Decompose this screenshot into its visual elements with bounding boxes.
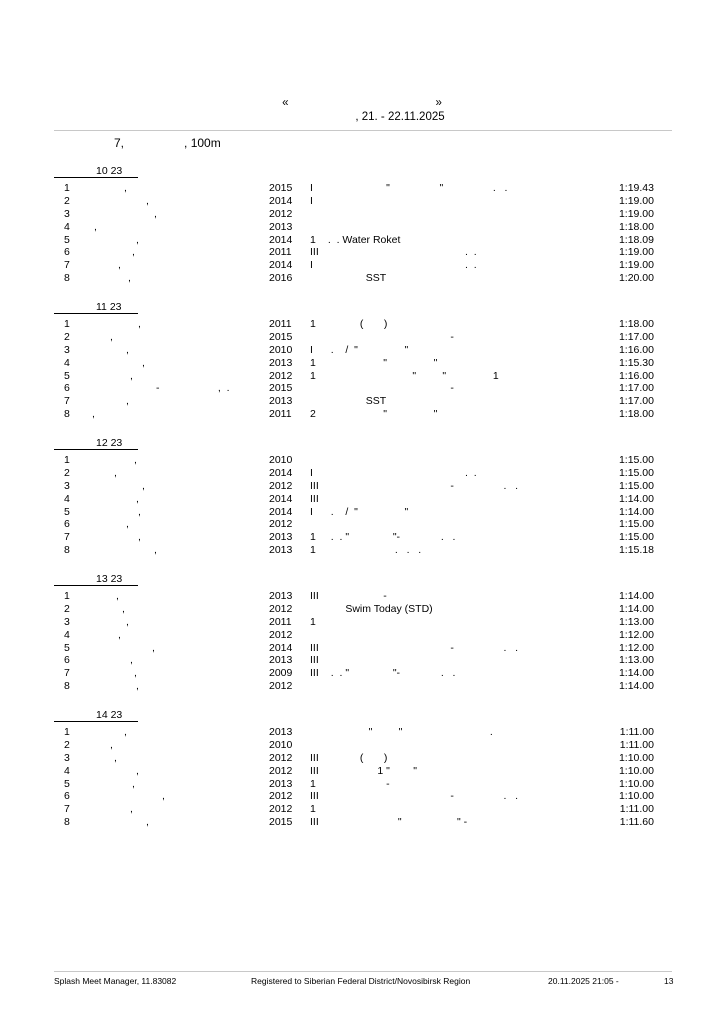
entry-time: 1:14.00 [618, 492, 654, 505]
heat-section [54, 301, 674, 421]
heat-underline [54, 721, 138, 722]
athlete-name: , [152, 641, 155, 654]
table-row [54, 531, 674, 544]
birth-year: 2011 [269, 318, 292, 330]
table-row [54, 493, 674, 506]
athlete-name: , [162, 790, 165, 803]
club-name: - [322, 330, 454, 343]
place-number: 2 [64, 194, 70, 207]
club-name: - [322, 382, 454, 395]
place-number: 6 [64, 790, 70, 803]
place-number: 8 [64, 680, 70, 693]
birth-year: 2011 [269, 615, 292, 628]
place-number: 5 [64, 233, 70, 246]
entry-time: 1:11.60 [619, 816, 654, 829]
birth-year: 2015 [269, 182, 293, 194]
birth-year: 2013 [269, 220, 293, 233]
sport-rank: I [310, 343, 313, 356]
table-row [54, 357, 674, 370]
athlete-name: , [118, 259, 121, 272]
entry-time: 1:14.00 [618, 505, 654, 518]
athlete-name: , [126, 615, 129, 628]
birth-year: 2014 [269, 466, 293, 479]
athlete-name: , [132, 777, 135, 790]
sport-rank: I [310, 182, 313, 194]
entry-time: 1:10.00 [618, 751, 654, 764]
athlete-name: , [126, 518, 129, 531]
athlete-name: , [134, 667, 137, 680]
place-number: 2 [64, 466, 70, 479]
athlete-name: , [154, 207, 157, 220]
club-name: . / " " [322, 343, 409, 356]
club-name: - . . [322, 790, 519, 803]
athlete-name: , [118, 628, 121, 641]
table-row [54, 234, 674, 247]
place-number: 4 [64, 764, 70, 777]
table-row [54, 272, 674, 285]
table-row [54, 726, 674, 739]
athlete-name: , [130, 803, 133, 816]
athlete-name: , [138, 531, 141, 544]
birth-year: 2015 [269, 330, 293, 343]
birth-year: 2013 [269, 654, 293, 667]
club-name: . . Water Roket [322, 233, 401, 246]
entry-time: 1:18.00 [618, 408, 654, 421]
birth-year: 2012 [269, 207, 293, 220]
footer-timestamp: 20.11.2025 21:05 - [548, 976, 619, 986]
athlete-name: , [114, 751, 117, 764]
entry-time: 1:19.00 [618, 259, 654, 272]
athlete-name: , [146, 194, 149, 207]
birth-year: 2016 [269, 272, 293, 285]
entry-time: 1:13.00 [618, 654, 654, 667]
table-row [54, 382, 674, 395]
sport-rank: III [310, 641, 319, 654]
entry-time: 1:16.00 [618, 369, 654, 382]
entry-time: 1:10.00 [618, 777, 654, 790]
entry-time: 1:12.00 [618, 628, 654, 641]
meet-title: « » [282, 97, 442, 109]
entry-time: 1:15.00 [618, 466, 654, 479]
entry-time: 1:14.00 [618, 667, 654, 680]
athlete-name: , [116, 590, 119, 602]
table-row [54, 778, 674, 791]
athlete-name: , [124, 726, 127, 738]
birth-year: 2013 [269, 726, 293, 738]
club-name: SST [322, 395, 387, 408]
place-number: 2 [64, 330, 70, 343]
club-name: Swim Today (STD) [322, 602, 433, 615]
club-name: " " . . [322, 182, 508, 194]
entry-time: 1:10.00 [618, 764, 654, 777]
sport-rank: III [310, 654, 319, 667]
table-row [54, 246, 674, 259]
birth-year: 2011 [269, 408, 292, 421]
entry-time: 1:12.00 [618, 641, 654, 654]
sport-rank: III [310, 492, 319, 505]
table-row [54, 480, 674, 493]
sport-rank: III [310, 764, 319, 777]
birth-year: 2012 [269, 803, 293, 816]
entry-time: 1:14.00 [618, 590, 654, 602]
place-number: 5 [64, 505, 70, 518]
table-row [54, 629, 674, 642]
heat-header [54, 437, 674, 451]
place-number: 5 [64, 777, 70, 790]
place-number: 6 [64, 654, 70, 667]
birth-year: 2013 [269, 777, 293, 790]
club-name: . . [322, 246, 477, 259]
athlete-name: , [126, 343, 129, 356]
sport-rank: I [310, 505, 313, 518]
place-number: 2 [64, 738, 70, 751]
sport-rank: III [310, 790, 319, 803]
place-number: 4 [64, 628, 70, 641]
athlete-name: , [134, 454, 137, 466]
heat-label: 10 23 [96, 165, 123, 177]
entry-time: 1:15.30 [618, 356, 654, 369]
table-row [54, 221, 674, 234]
club-name: . . " "- . . [322, 667, 456, 680]
table-row [54, 195, 674, 208]
birth-year: 2009 [269, 667, 293, 680]
entry-time: 1:20.00 [618, 272, 654, 285]
club-name: " " - [322, 816, 468, 829]
birth-year: 2013 [269, 356, 293, 369]
heat-underline [54, 449, 138, 450]
sport-rank: III [310, 816, 319, 829]
club-name: ( ) [322, 318, 388, 330]
table-row [54, 182, 674, 195]
entry-time: 1:19.43 [618, 182, 654, 194]
entry-time: 1:17.00 [618, 330, 654, 343]
sport-rank: III [310, 246, 319, 259]
sport-rank: I [310, 194, 313, 207]
athlete-name: , [154, 544, 157, 557]
club-name: . . [322, 259, 477, 272]
heat-label: 14 23 [96, 709, 123, 721]
table-row [54, 642, 674, 655]
table-row [54, 616, 674, 629]
birth-year: 2014 [269, 641, 293, 654]
club-name: - . . [322, 641, 519, 654]
club-name: . . . [322, 544, 422, 557]
entry-time: 1:15.00 [618, 479, 654, 492]
birth-year: 2014 [269, 194, 293, 207]
birth-year: 2012 [269, 602, 293, 615]
birth-year: 2013 [269, 590, 293, 602]
birth-year: 2012 [269, 764, 293, 777]
place-number: 1 [64, 726, 70, 738]
heat-underline [54, 585, 138, 586]
heat-underline [54, 177, 138, 178]
birth-year: 2013 [269, 531, 293, 544]
heat-section [54, 573, 674, 693]
entry-time: 1:18.00 [618, 318, 654, 330]
athlete-name: , [122, 602, 125, 615]
birth-year: 2012 [269, 790, 293, 803]
club-name: ( ) [322, 751, 388, 764]
table-row [54, 667, 674, 680]
birth-year: 2012 [269, 680, 293, 693]
place-number: 5 [64, 369, 70, 382]
athlete-name: , [110, 330, 113, 343]
table-row [54, 654, 674, 667]
place-number: 5 [64, 641, 70, 654]
sport-rank: I [310, 259, 313, 272]
place-number: 4 [64, 356, 70, 369]
table-row [54, 590, 674, 603]
table-row [54, 680, 674, 693]
club-name: - [322, 590, 387, 602]
athlete-name: , [110, 738, 113, 751]
place-number: 8 [64, 544, 70, 557]
entry-time: 1:15.00 [618, 531, 654, 544]
place-number: 3 [64, 615, 70, 628]
athlete-name: , [136, 680, 139, 693]
club-name: . / " " [322, 505, 409, 518]
place-number: 1 [64, 182, 70, 194]
entry-time: 1:15.18 [618, 544, 654, 557]
entry-time: 1:19.00 [618, 194, 654, 207]
event-title: 7, , 100m [114, 136, 221, 150]
entry-time: 1:18.00 [618, 220, 654, 233]
sport-rank: 1 [310, 777, 316, 790]
sport-rank: III [310, 751, 319, 764]
entry-time: 1:11.00 [619, 803, 654, 816]
athlete-name: , [142, 356, 145, 369]
entry-time: 1:19.00 [618, 207, 654, 220]
table-row [54, 259, 674, 272]
place-number: 3 [64, 207, 70, 220]
club-name: - . . [322, 479, 519, 492]
table-row [54, 454, 674, 467]
club-name: . . " "- . . [322, 531, 456, 544]
heat-section [54, 437, 674, 557]
athlete-name: , [136, 764, 139, 777]
birth-year: 2014 [269, 259, 293, 272]
table-row [54, 603, 674, 616]
table-row [54, 752, 674, 765]
table-row [54, 395, 674, 408]
club-name: . . [322, 466, 477, 479]
entry-time: 1:15.00 [618, 454, 654, 466]
place-number: 3 [64, 479, 70, 492]
birth-year: 2013 [269, 395, 293, 408]
table-row [54, 790, 674, 803]
birth-year: 2010 [269, 454, 293, 466]
place-number: 8 [64, 272, 70, 285]
club-name: " " . [322, 726, 493, 738]
heat-header [54, 573, 674, 587]
club-name: " " [322, 356, 438, 369]
athlete-name: , [94, 220, 97, 233]
place-number: 4 [64, 220, 70, 233]
table-row [54, 331, 674, 344]
sport-rank: III [310, 590, 319, 602]
athlete-name: , [130, 369, 133, 382]
birth-year: 2010 [269, 343, 293, 356]
sport-rank: I [310, 466, 313, 479]
footer-registration: Registered to Siberian Federal District/Novosibirsk Region [251, 976, 471, 986]
heat-label: 13 23 [96, 573, 123, 585]
footer-software: Splash Meet Manager, 11.83082 [54, 976, 177, 986]
table-row [54, 344, 674, 357]
athlete-name: , [132, 246, 135, 259]
heat-label: 12 23 [96, 437, 123, 449]
footer-page-number: 13 [664, 976, 674, 986]
table-row [54, 370, 674, 383]
sport-rank: 1 [310, 233, 316, 246]
place-number: 8 [64, 816, 70, 829]
sport-rank: 1 [310, 544, 316, 557]
sport-rank: III [310, 479, 319, 492]
sport-rank: 1 [310, 369, 316, 382]
sport-rank: 1 [310, 803, 316, 816]
birth-year: 2012 [269, 751, 293, 764]
athlete-name: , [138, 318, 141, 330]
place-number: 7 [64, 531, 70, 544]
place-number: 2 [64, 602, 70, 615]
birth-year: 2012 [269, 479, 293, 492]
place-number: 7 [64, 395, 70, 408]
birth-year: 2012 [269, 369, 293, 382]
athlete-name: , [130, 654, 133, 667]
entry-time: 1:19.00 [618, 246, 654, 259]
birth-year: 2012 [269, 628, 293, 641]
athlete-name: , [136, 492, 139, 505]
athlete-name: , [136, 233, 139, 246]
table-row [54, 506, 674, 519]
heat-underline [54, 313, 138, 314]
club-name: " " 1 [322, 369, 499, 382]
athlete-name: , [138, 505, 141, 518]
place-number: 1 [64, 590, 70, 602]
place-number: 8 [64, 408, 70, 421]
table-row [54, 467, 674, 480]
table-row [54, 739, 674, 752]
sport-rank: 1 [310, 356, 316, 369]
table-row [54, 544, 674, 557]
birth-year: 2015 [269, 816, 293, 829]
athlete-name: , [128, 272, 131, 285]
entry-time: 1:14.00 [618, 680, 654, 693]
place-number: 6 [64, 246, 70, 259]
heat-label: 11 23 [96, 301, 122, 313]
sport-rank: 1 [310, 318, 316, 330]
header-divider [54, 130, 672, 131]
entry-time: 1:17.00 [618, 382, 654, 395]
entry-time: 1:15.00 [618, 518, 654, 531]
club-name: " " [322, 408, 438, 421]
athlete-name: , [146, 816, 149, 829]
entry-time: 1:10.00 [618, 790, 654, 803]
athlete-name: , [142, 479, 145, 492]
place-number: 7 [64, 259, 70, 272]
place-number: 1 [64, 454, 70, 466]
place-number: 4 [64, 492, 70, 505]
table-row [54, 816, 674, 829]
heat-section [54, 165, 674, 285]
table-row [54, 518, 674, 531]
birth-year: 2012 [269, 518, 293, 531]
table-row [54, 803, 674, 816]
club-name: SST [322, 272, 387, 285]
entry-time: 1:11.00 [619, 738, 654, 751]
birth-year: 2010 [269, 738, 293, 751]
place-number: 1 [64, 318, 70, 330]
table-row [54, 208, 674, 221]
birth-year: 2011 [269, 246, 292, 259]
sport-rank: 2 [310, 408, 316, 421]
table-row [54, 765, 674, 778]
birth-year: 2014 [269, 233, 293, 246]
athlete-name: , [126, 395, 129, 408]
heat-header [54, 301, 674, 315]
place-number: 7 [64, 667, 70, 680]
athlete-name: , [124, 182, 127, 194]
place-number: 7 [64, 803, 70, 816]
footer-divider [54, 971, 672, 972]
heat-section [54, 709, 674, 829]
birth-year: 2013 [269, 544, 293, 557]
meet-location-dates: , 21. - 22.11.2025 [355, 111, 445, 123]
sport-rank: III [310, 667, 319, 680]
athlete-name: , [114, 466, 117, 479]
entry-time: 1:14.00 [618, 602, 654, 615]
sport-rank: 1 [310, 615, 316, 628]
birth-year: 2014 [269, 492, 293, 505]
place-number: 6 [64, 518, 70, 531]
heat-header [54, 165, 674, 179]
entry-time: 1:13.00 [618, 615, 654, 628]
sport-rank: 1 [310, 531, 316, 544]
entry-time: 1:17.00 [618, 395, 654, 408]
entry-time: 1:18.09 [618, 233, 654, 246]
heat-header [54, 709, 674, 723]
entry-time: 1:16.00 [618, 343, 654, 356]
birth-year: 2014 [269, 505, 293, 518]
place-number: 3 [64, 343, 70, 356]
athlete-name: , [92, 408, 95, 421]
birth-year: 2015 [269, 382, 293, 395]
athlete-name: - , . [156, 382, 230, 395]
club-name: - [322, 777, 390, 790]
entry-time: 1:11.00 [619, 726, 654, 738]
place-number: 3 [64, 751, 70, 764]
club-name: 1 " " [322, 764, 417, 777]
place-number: 6 [64, 382, 70, 395]
table-row [54, 408, 674, 421]
table-row [54, 318, 674, 331]
